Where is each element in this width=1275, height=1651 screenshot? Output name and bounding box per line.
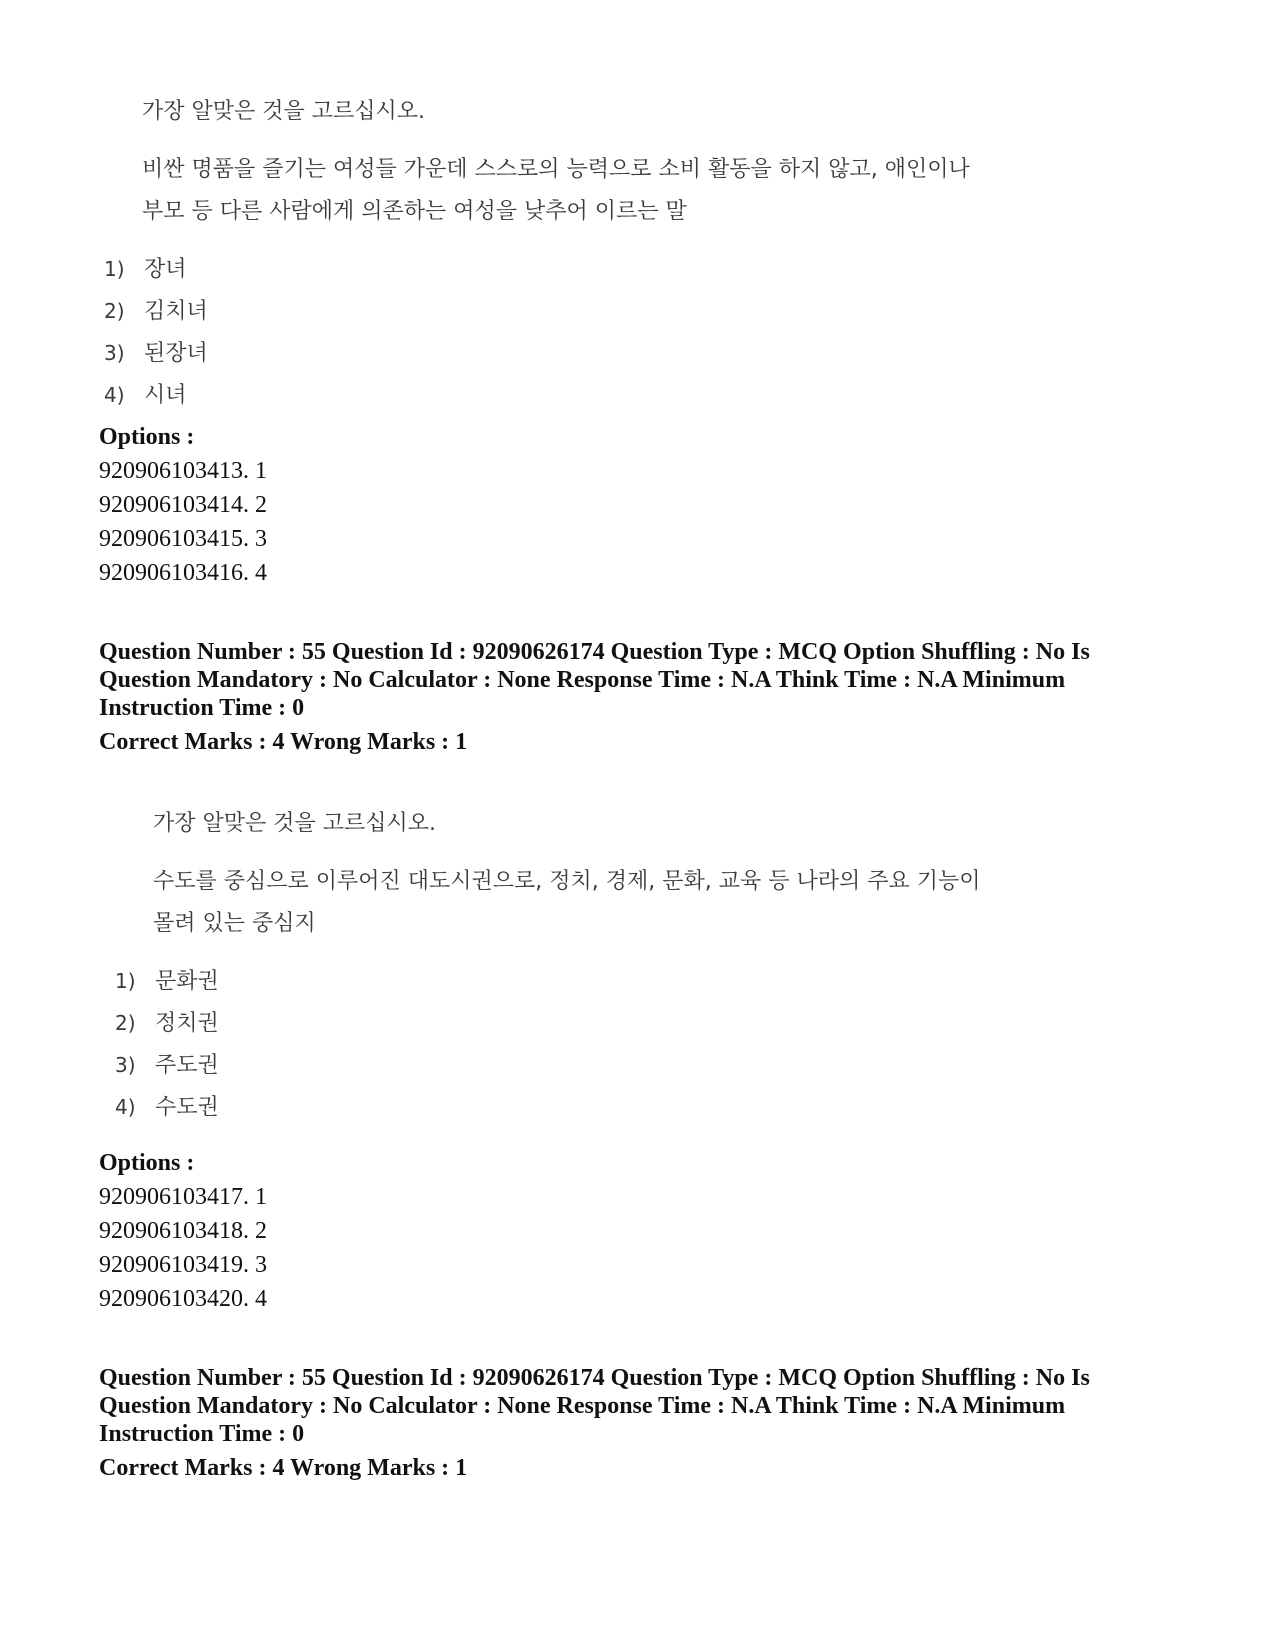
option-id: 920906103418. 2 xyxy=(99,1218,267,1244)
option-id: 920906103414. 2 xyxy=(99,492,267,518)
option-id: 920906103417. 1 xyxy=(99,1184,267,1210)
choice-number: 4) xyxy=(115,1095,136,1119)
choice-item xyxy=(115,1048,219,1079)
choice-number: 4) xyxy=(104,383,125,407)
passage-line: 비싼 명품을 즐기는 여성들 가운데 스스로의 능력으로 소비 활동을 하지 않고, 애인이나 xyxy=(142,157,970,182)
choice-item xyxy=(115,1090,219,1121)
option-id: 920906103416. 4 xyxy=(99,560,267,586)
choice-number: 2) xyxy=(115,1011,136,1035)
marks-line: Correct Marks : 4 Wrong Marks : 1 xyxy=(99,729,468,755)
meta-line: Question Number : 55 Question Id : 92090626174 Question Type : MCQ Option Shuffling : No Is xyxy=(99,639,1090,665)
choice-text: 문화권 xyxy=(155,969,219,994)
option-id: 920906103419. 3 xyxy=(99,1252,267,1278)
passage-line: 몰려 있는 중심지 xyxy=(153,911,316,936)
passage-line: 부모 등 다른 사람에게 의존하는 여성을 낮추어 이르는 말 xyxy=(142,199,687,224)
choice-item xyxy=(115,1006,219,1037)
choice-number: 1) xyxy=(115,969,136,993)
choice-text: 김치녀 xyxy=(144,299,208,324)
option-id: 920906103415. 3 xyxy=(99,526,267,552)
options-label: Options : xyxy=(99,424,195,450)
question-meta xyxy=(99,1364,1159,1482)
option-id: 920906103420. 4 xyxy=(99,1286,267,1312)
marks-line: Correct Marks : 4 Wrong Marks : 1 xyxy=(99,1455,468,1481)
choice-item xyxy=(104,252,187,283)
choice-text: 시녀 xyxy=(144,383,187,408)
meta-line: Instruction Time : 0 xyxy=(99,1421,305,1447)
meta-line: Question Mandatory : No Calculator : None Response Time : N.A Think Time : N.A Minimum xyxy=(99,1393,1066,1419)
choice-item xyxy=(104,378,187,409)
meta-line: Question Mandatory : No Calculator : None Response Time : N.A Think Time : N.A Minimum xyxy=(99,667,1066,693)
choice-number: 3) xyxy=(104,341,125,365)
choice-number: 1) xyxy=(104,257,125,281)
choice-item xyxy=(115,964,219,995)
option-id: 920906103413. 1 xyxy=(99,458,267,484)
choice-text: 수도권 xyxy=(155,1095,219,1120)
meta-line: Instruction Time : 0 xyxy=(99,695,305,721)
choice-number: 3) xyxy=(115,1053,136,1077)
choice-item xyxy=(104,294,208,325)
passage-line: 수도를 중심으로 이루어진 대도시권으로, 정치, 경제, 문화, 교육 등 나라의 주요 기능이 xyxy=(153,869,981,894)
instruction-text: 가장 알맞은 것을 고르십시오. xyxy=(153,811,436,836)
choice-text: 장녀 xyxy=(144,257,187,282)
choice-text: 된장녀 xyxy=(144,341,208,366)
meta-line: Question Number : 55 Question Id : 92090626174 Question Type : MCQ Option Shuffling : No Is xyxy=(99,1365,1090,1391)
options-label: Options : xyxy=(99,1150,195,1176)
question-meta xyxy=(99,638,1159,756)
choice-text: 정치권 xyxy=(155,1011,219,1036)
choice-text: 주도권 xyxy=(155,1053,219,1078)
choice-number: 2) xyxy=(104,299,125,323)
instruction-text: 가장 알맞은 것을 고르십시오. xyxy=(142,99,425,124)
choice-item xyxy=(104,336,208,367)
